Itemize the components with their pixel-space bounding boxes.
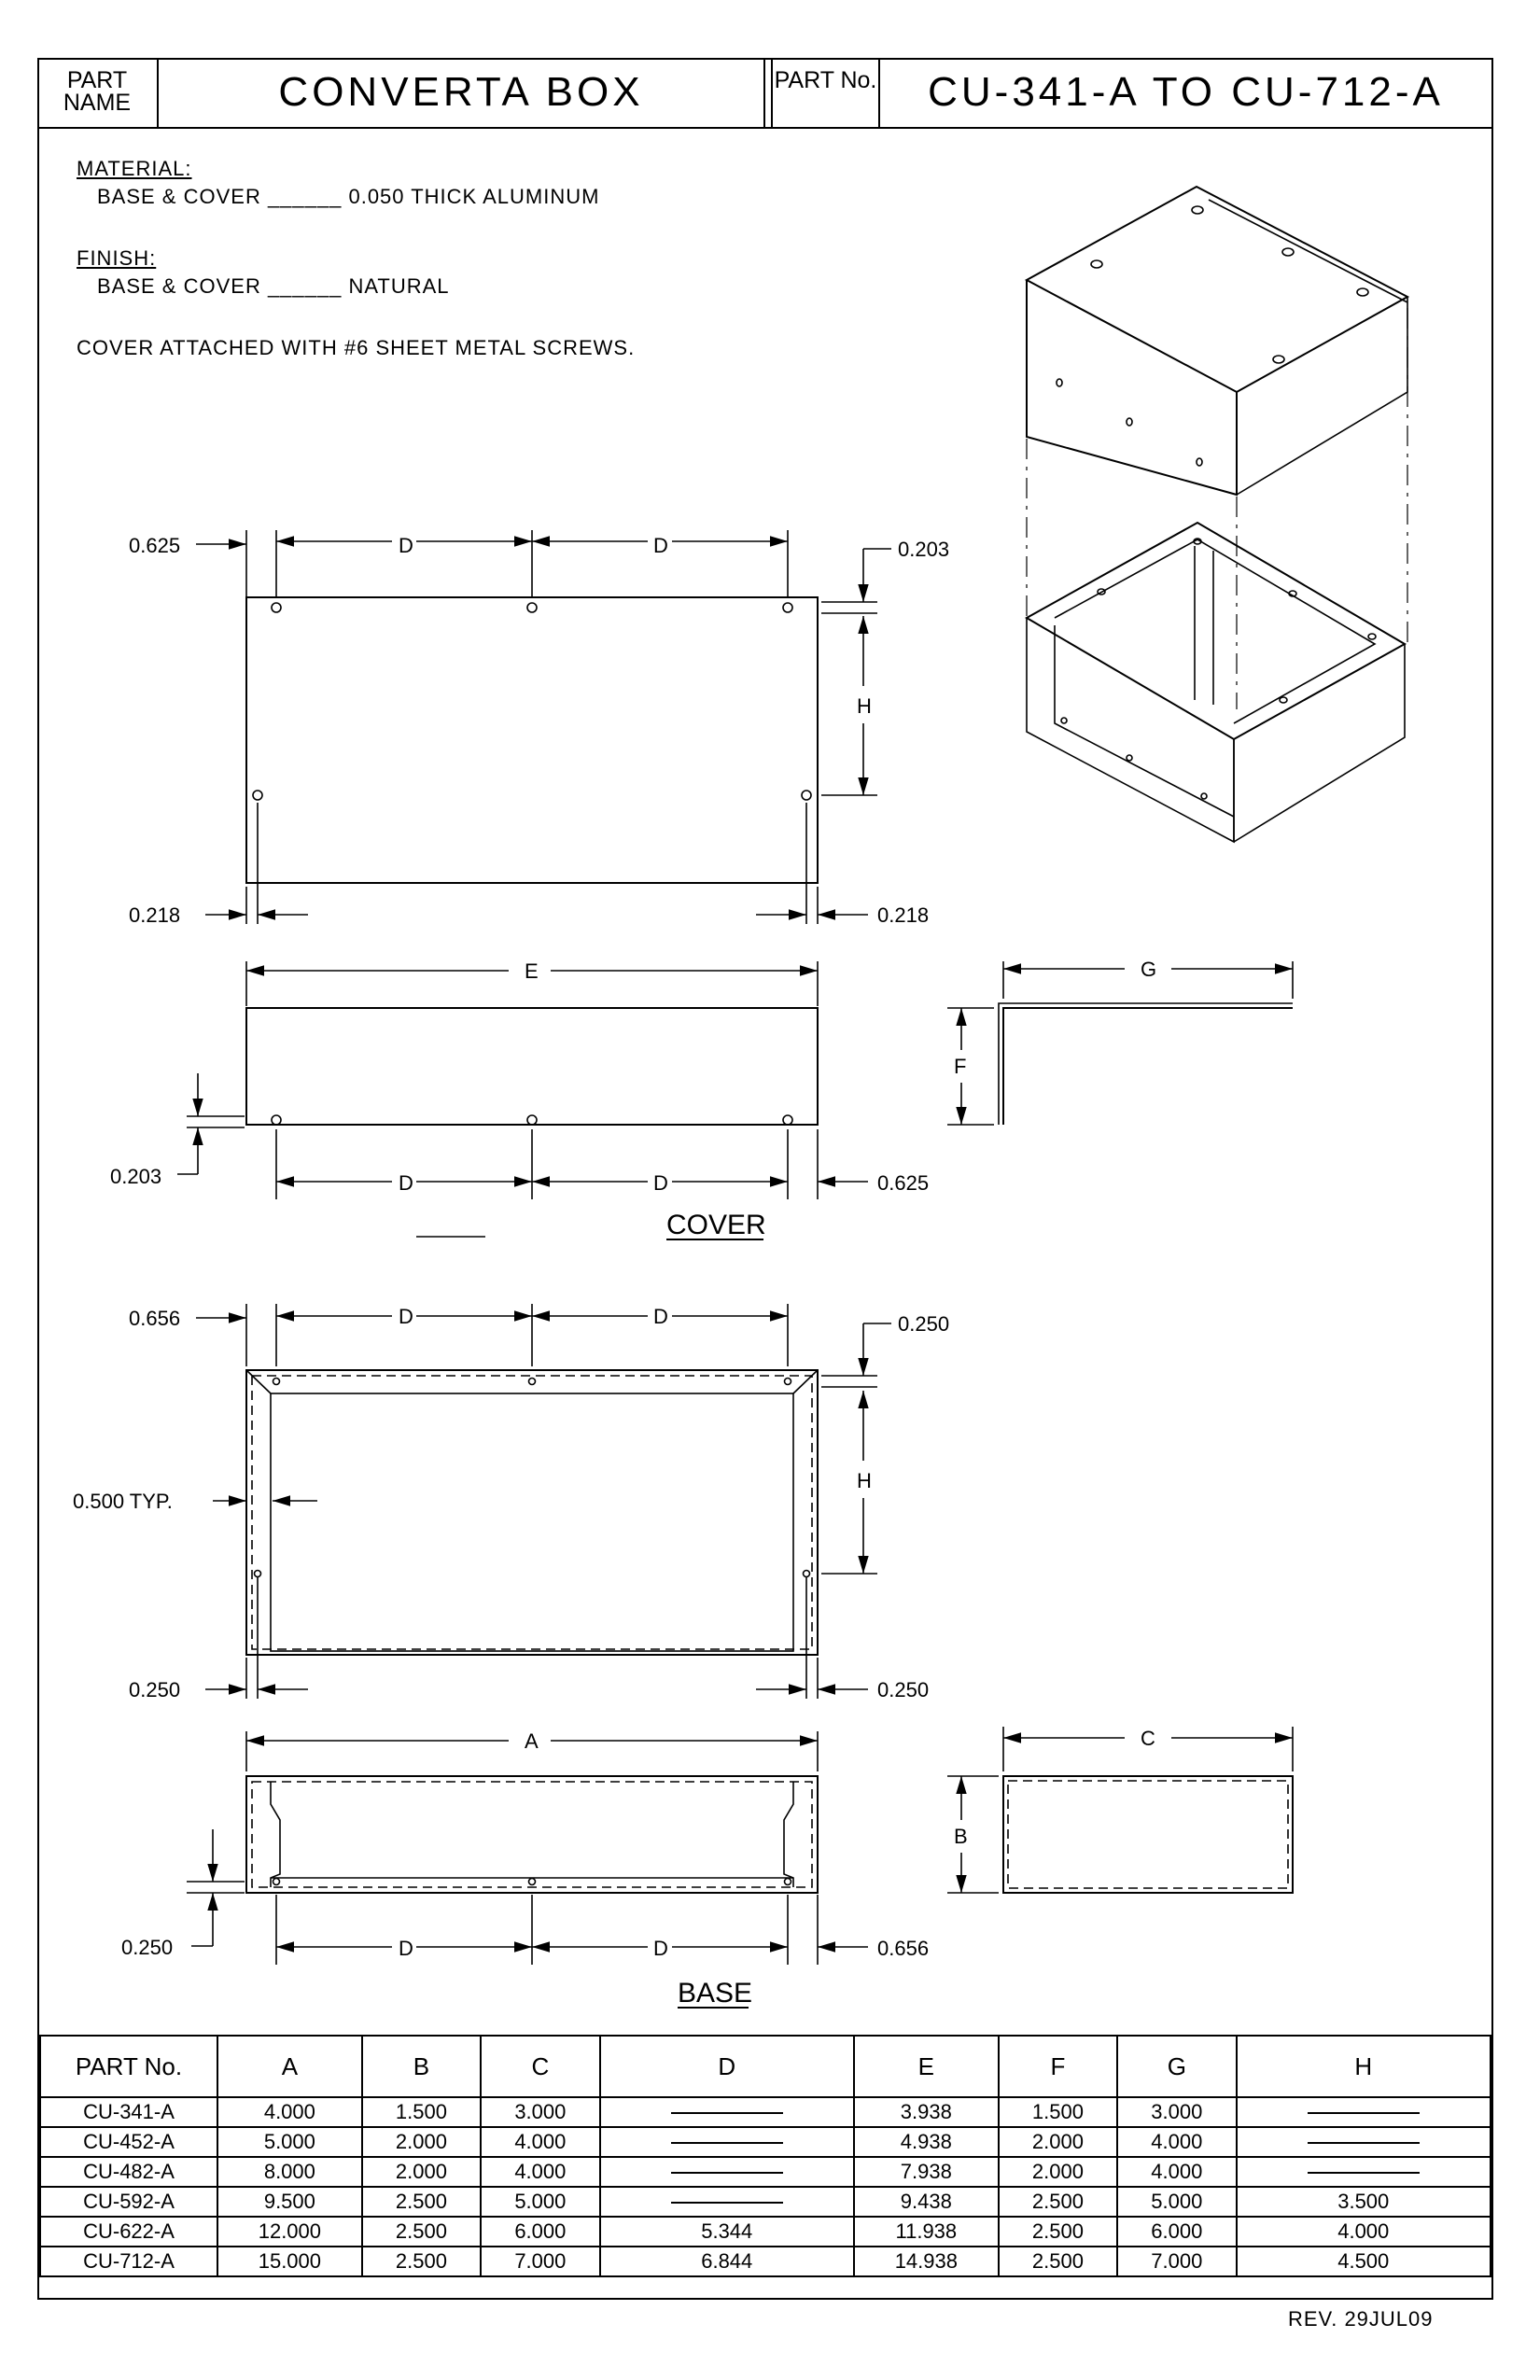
dim-base-h: H <box>857 1469 872 1492</box>
value-cell <box>600 2157 854 2187</box>
not-applicable-dash <box>671 2202 783 2205</box>
value-cell: 14.938 <box>854 2247 999 2276</box>
value-cell: 2.000 <box>999 2127 1117 2157</box>
base-caption: BASE <box>678 1978 753 2009</box>
table-header-row <box>40 2036 1491 2097</box>
dim-cover-side-left: 0.218 <box>129 903 181 927</box>
dim-base-bottom-offset: 0.250 <box>121 1936 174 1959</box>
not-applicable-dash <box>671 2172 783 2175</box>
value-cell: 2.500 <box>999 2217 1117 2247</box>
part-number-cell: CU-712-A <box>40 2247 217 2276</box>
cover-top-view <box>196 530 891 924</box>
value-cell: 4.000 <box>1117 2127 1236 2157</box>
part-number-cell: CU-592-A <box>40 2187 217 2217</box>
value-cell: 4.938 <box>854 2127 999 2157</box>
dim-base-b: B <box>954 1825 968 1848</box>
value-cell: 3.000 <box>481 2097 599 2127</box>
isometric-base <box>1027 523 1405 842</box>
value-cell: 9.438 <box>854 2187 999 2217</box>
dim-base-side-right: 0.250 <box>877 1678 930 1701</box>
dim-cover-e: E <box>525 959 539 983</box>
dim-base-side-left: 0.250 <box>129 1678 181 1701</box>
part-name-label: PART NAME <box>37 58 159 127</box>
value-cell <box>1237 2127 1491 2157</box>
value-cell: 4.000 <box>481 2127 599 2157</box>
part-name: CONVERTA BOX <box>159 58 765 127</box>
table-row <box>40 2157 1491 2187</box>
base-top-view <box>196 1304 891 1699</box>
header-g: G <box>1117 2036 1236 2097</box>
dim-base-d-2: D <box>653 1305 668 1328</box>
dim-base-c: C <box>1141 1727 1155 1750</box>
dim-base-a: A <box>525 1729 539 1753</box>
isometric-cover <box>1027 187 1407 495</box>
header-h: H <box>1237 2036 1491 2097</box>
value-cell: 2.000 <box>362 2127 481 2157</box>
header-b: B <box>362 2036 481 2097</box>
dim-cover-bottom-offset: 0.203 <box>110 1165 162 1188</box>
dim-base-d-3: D <box>399 1937 413 1960</box>
value-cell: 3.938 <box>854 2097 999 2127</box>
dim-cover-h: H <box>857 694 872 718</box>
header-e: E <box>854 2036 999 2097</box>
dim-cover-d-2: D <box>653 534 668 557</box>
value-cell: 4.000 <box>1117 2157 1236 2187</box>
header-a: A <box>217 2036 362 2097</box>
part-number-range: CU-341-A TO CU-712-A <box>928 69 1444 115</box>
table-row <box>40 2097 1491 2127</box>
value-cell <box>600 2097 854 2127</box>
revision-label: REV. 29JUL09 <box>1288 2307 1434 2331</box>
table-row <box>40 2187 1491 2217</box>
value-cell: 4.500 <box>1237 2247 1491 2276</box>
value-cell: 4.000 <box>1237 2217 1491 2247</box>
value-cell: 9.500 <box>217 2187 362 2217</box>
value-cell: 2.000 <box>999 2157 1117 2187</box>
header-f: F <box>999 2036 1117 2097</box>
value-cell: 2.500 <box>362 2217 481 2247</box>
value-cell: 6.000 <box>481 2217 599 2247</box>
value-cell: 3.000 <box>1117 2097 1236 2127</box>
value-cell: 12.000 <box>217 2217 362 2247</box>
value-cell: 4.000 <box>481 2157 599 2187</box>
value-cell: 15.000 <box>217 2247 362 2276</box>
value-cell <box>1237 2097 1491 2127</box>
cover-note: COVER ATTACHED WITH #6 SHEET METAL SCREWS. <box>77 336 636 359</box>
table-row <box>40 2247 1491 2276</box>
dimension-table <box>39 2035 1491 2277</box>
not-applicable-dash <box>671 2112 783 2115</box>
not-applicable-dash <box>1308 2172 1420 2175</box>
value-cell: 5.000 <box>217 2127 362 2157</box>
value-cell: 4.000 <box>217 2097 362 2127</box>
value-cell: 5.344 <box>600 2217 854 2247</box>
dim-base-d-4: D <box>653 1937 668 1960</box>
value-cell: 11.938 <box>854 2217 999 2247</box>
header-part-no: PART No. <box>40 2036 217 2097</box>
cover-end-profile <box>947 961 1293 1125</box>
dim-cover-d-3: D <box>399 1171 413 1195</box>
value-cell: 2.000 <box>362 2157 481 2187</box>
dim-base-top-offset: 0.250 <box>898 1312 950 1336</box>
not-applicable-dash <box>1308 2112 1420 2115</box>
dim-cover-hole-edge-bottom: 0.625 <box>877 1171 930 1195</box>
dim-base-flange: 0.500 TYP. <box>73 1490 173 1513</box>
finish-label: FINISH: <box>77 246 157 270</box>
material-line: BASE & COVER ______ 0.050 THICK ALUMINUM <box>97 185 600 208</box>
value-cell: 6.000 <box>1117 2217 1236 2247</box>
value-cell: 7.000 <box>1117 2247 1236 2276</box>
table-row <box>40 2127 1491 2157</box>
part-number-cell: CU-452-A <box>40 2127 217 2157</box>
dim-cover-g: G <box>1141 958 1157 981</box>
value-cell <box>600 2127 854 2157</box>
part-no-label: PART No. <box>773 58 880 127</box>
header-c: C <box>481 2036 599 2097</box>
dim-cover-hole-edge: 0.625 <box>129 534 181 557</box>
part-number-cell: CU-341-A <box>40 2097 217 2127</box>
header-d: D <box>600 2036 854 2097</box>
part-number-cell: CU-482-A <box>40 2157 217 2187</box>
cover-caption: COVER <box>666 1210 766 1240</box>
value-cell <box>1237 2157 1491 2187</box>
dim-base-d-1: D <box>399 1305 413 1328</box>
value-cell: 5.000 <box>481 2187 599 2217</box>
value-cell: 1.500 <box>362 2097 481 2127</box>
dim-cover-side-right: 0.218 <box>877 903 930 927</box>
material-label: MATERIAL: <box>77 157 192 180</box>
value-cell: 5.000 <box>1117 2187 1236 2217</box>
value-cell: 2.500 <box>362 2187 481 2217</box>
cover-side-view <box>177 961 868 1237</box>
not-applicable-dash <box>671 2142 783 2145</box>
dim-cover-f: F <box>954 1055 967 1078</box>
value-cell: 2.500 <box>999 2247 1117 2276</box>
value-cell: 3.500 <box>1237 2187 1491 2217</box>
dim-base-hole-edge: 0.656 <box>129 1307 181 1330</box>
not-applicable-dash <box>1308 2142 1420 2145</box>
dim-cover-d-4: D <box>653 1171 668 1195</box>
part-number-cell: CU-622-A <box>40 2217 217 2247</box>
base-side-view <box>187 1731 868 1965</box>
dim-cover-top-offset: 0.203 <box>898 538 950 561</box>
value-cell: 1.500 <box>999 2097 1117 2127</box>
value-cell: 7.000 <box>481 2247 599 2276</box>
value-cell: 6.844 <box>600 2247 854 2276</box>
value-cell: 8.000 <box>217 2157 362 2187</box>
base-end-view <box>947 1727 1293 1893</box>
value-cell: 2.500 <box>362 2247 481 2276</box>
value-cell: 7.938 <box>854 2157 999 2187</box>
value-cell <box>600 2187 854 2217</box>
dim-cover-d-1: D <box>399 534 413 557</box>
value-cell: 2.500 <box>999 2187 1117 2217</box>
finish-line: BASE & COVER ______ NATURAL <box>97 274 450 298</box>
table-row <box>40 2217 1491 2247</box>
dim-base-hole-edge-bottom: 0.656 <box>877 1937 930 1960</box>
